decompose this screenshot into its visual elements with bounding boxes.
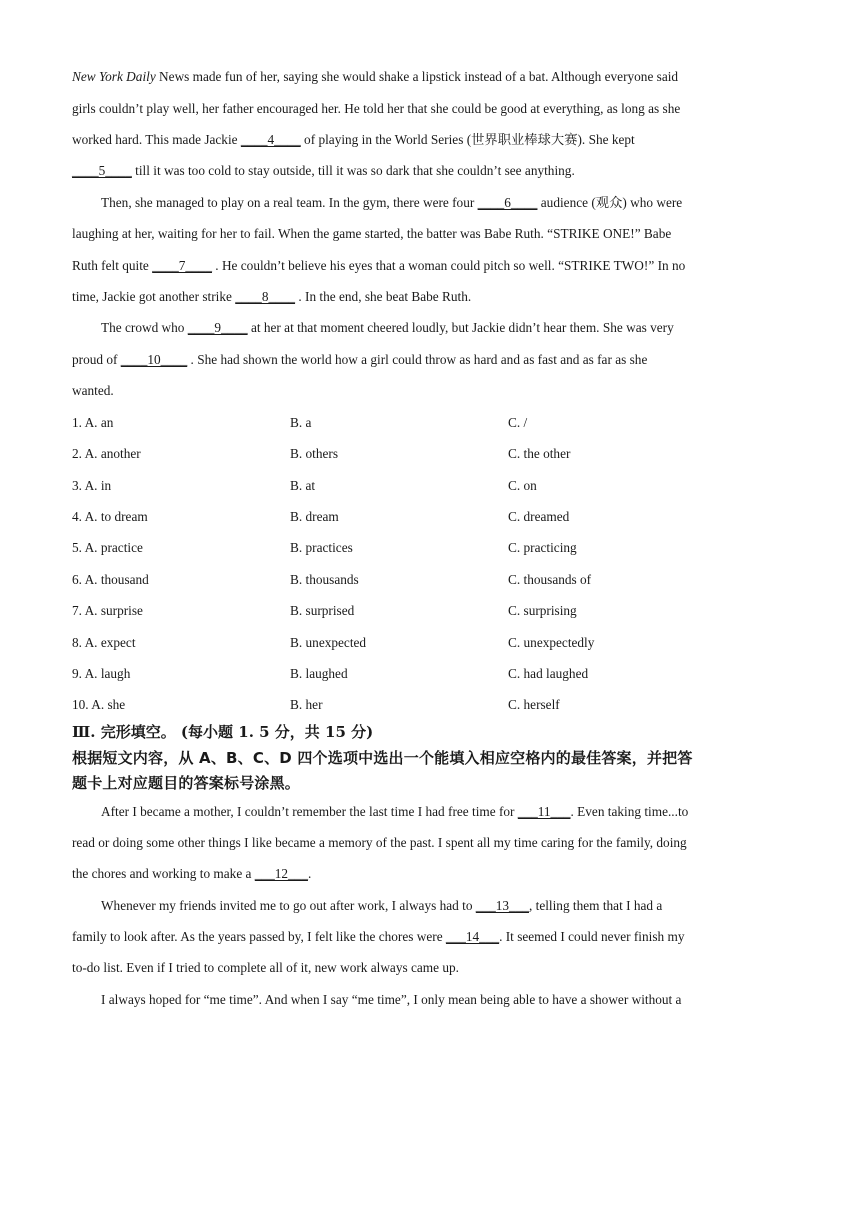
passage-line xyxy=(72,288,471,306)
option-1-a: 1. A. an xyxy=(72,415,114,430)
passage-text: . xyxy=(307,866,312,881)
newspaper-name: New York Daily xyxy=(72,69,156,84)
passage-line xyxy=(101,803,688,821)
passage-text: of playing in the World Series (世界职业棒球大赛). She kept xyxy=(300,132,635,147)
option-8-b: B. unexpected xyxy=(290,635,367,650)
blank-6: ____6____ xyxy=(477,195,538,210)
option-6-b: B. thousands xyxy=(290,572,359,587)
passage-line xyxy=(72,68,678,86)
blank-7: ____7____ xyxy=(152,258,212,273)
passage-text: proud of xyxy=(72,352,121,367)
option-7-a: 7. A. surprise xyxy=(72,603,143,618)
option-9-c: C. had laughed xyxy=(508,666,589,681)
passage-text: at her at that moment cheered loudly, but Jackie didn’t hear them. She was very xyxy=(247,320,674,335)
option-7-b: B. surprised xyxy=(290,603,355,618)
blank-5: ____5____ xyxy=(72,163,132,178)
passage-text: . It seemed I could never finish my xyxy=(499,929,685,944)
option-5-b: B. practices xyxy=(290,540,353,555)
option-10-b: B. her xyxy=(290,697,323,712)
option-4-a: 4. A. to dream xyxy=(72,509,148,524)
passage-text: the chores and working to make a xyxy=(72,866,255,881)
option-5-a: 5. A. practice xyxy=(72,540,143,555)
option-10-a: 10. A. she xyxy=(72,697,126,712)
option-6-a: 6. A. thousand xyxy=(72,572,149,587)
passage-line xyxy=(72,351,647,369)
blank-9: ____9____ xyxy=(187,320,248,335)
passage-text: till it was too cold to stay outside, till it was so dark that she couldn’t see anything. xyxy=(131,163,575,178)
passage-text: Ruth felt quite xyxy=(72,258,153,273)
option-7-c: C. surprising xyxy=(508,603,577,618)
option-3-c: C. on xyxy=(508,478,537,493)
passage-line xyxy=(72,131,635,149)
passage-text: . He couldn’t believe his eyes that a woman could pitch so well. “STRIKE TWO!” In no xyxy=(211,258,686,273)
passage-text: Then, she managed to play on a real team. In the gym, there were four xyxy=(101,195,478,210)
blank-12: ___12___ xyxy=(254,866,308,881)
passage-line: read or doing some other things I like became a memory of the past. I spent all my time caring for the family, doing xyxy=(72,835,687,850)
passage-line xyxy=(72,257,685,275)
blank-11: ___11___ xyxy=(517,804,571,819)
option-5-c: C. practicing xyxy=(508,540,577,555)
passage-text: family to look after. As the years passed by, I felt like the chores were xyxy=(72,929,446,944)
passage-text: After I became a mother, I couldn’t remember the last time I had free time for xyxy=(101,804,518,819)
passage-line xyxy=(101,897,662,915)
blank-10: ____10____ xyxy=(120,352,188,367)
passage-text: . She had shown the world how a girl could throw as hard and as fast and as far as she xyxy=(187,352,648,367)
passage-line: girls couldn’t play well, her father encouraged her. He told her that she could be good at everything, as long as she xyxy=(72,101,681,116)
passage-line xyxy=(101,319,674,337)
option-8-c: C. unexpectedly xyxy=(508,635,595,650)
option-4-c: C. dreamed xyxy=(508,509,570,524)
option-8-a: 8. A. expect xyxy=(72,635,136,650)
option-4-b: B. dream xyxy=(290,509,339,524)
option-3-a: 3. A. in xyxy=(72,478,112,493)
passage-line: laughing at her, waiting for her to fail. When the game started, the batter was Babe Ruth. “STRIKE ONE!” Babe xyxy=(72,226,672,241)
option-3-b: B. at xyxy=(290,478,316,493)
option-2-b: B. others xyxy=(290,446,339,461)
blank-8: ____8____ xyxy=(235,289,296,304)
passage-line xyxy=(101,194,682,212)
blank-14: ___14___ xyxy=(445,929,500,944)
passage-line xyxy=(72,865,311,883)
passage-line xyxy=(72,162,575,180)
passage-text: News made fun of her, saying she would shake a lipstick instead of a bat. Although everyone said xyxy=(155,69,679,84)
option-1-c: C. / xyxy=(508,415,528,430)
passage-text: time, Jackie got another strike xyxy=(72,289,236,304)
passage-text: worked hard. This made Jackie xyxy=(72,132,241,147)
blank-4: ____4____ xyxy=(240,132,301,147)
option-6-c: C. thousands of xyxy=(508,572,592,587)
section-instructions: 题卡上对应题目的答案标号涂黑。 xyxy=(72,774,301,792)
passage-line: wanted. xyxy=(72,383,114,398)
blank-13: ___13___ xyxy=(475,898,529,913)
passage-text: audience (观众) who were xyxy=(537,195,683,210)
passage-text: , telling them that I had a xyxy=(528,898,663,913)
passage-text: . In the end, she beat Babe Ruth. xyxy=(295,289,472,304)
section-heading: Ⅲ. 完形填空。 (每小题 1. 5 分，共 15 分) xyxy=(72,723,374,741)
option-9-a: 9. A. laugh xyxy=(72,666,131,681)
option-1-b: B. a xyxy=(290,415,312,430)
passage-text: The crowd who xyxy=(101,320,188,335)
passage-line xyxy=(72,928,684,946)
passage-text: . Even taking time...to xyxy=(570,804,689,819)
passage-text: Whenever my friends invited me to go out after work, I always had to xyxy=(101,898,476,913)
passage-line: to-do list. Even if I tried to complete all of it, new work always came up. xyxy=(72,960,459,975)
option-2-c: C. the other xyxy=(508,446,571,461)
option-9-b: B. laughed xyxy=(290,666,348,681)
section-instructions: 根据短文内容，从 A、B、C、D 四个选项中选出一个能填入相应空格内的最佳答案，并把答 xyxy=(72,749,693,767)
option-2-a: 2. A. another xyxy=(72,446,141,461)
option-10-c: C. herself xyxy=(508,697,560,712)
passage-line: I always hoped for “me time”. And when I say “me time”, I only mean being able to have a shower without a xyxy=(101,992,682,1007)
